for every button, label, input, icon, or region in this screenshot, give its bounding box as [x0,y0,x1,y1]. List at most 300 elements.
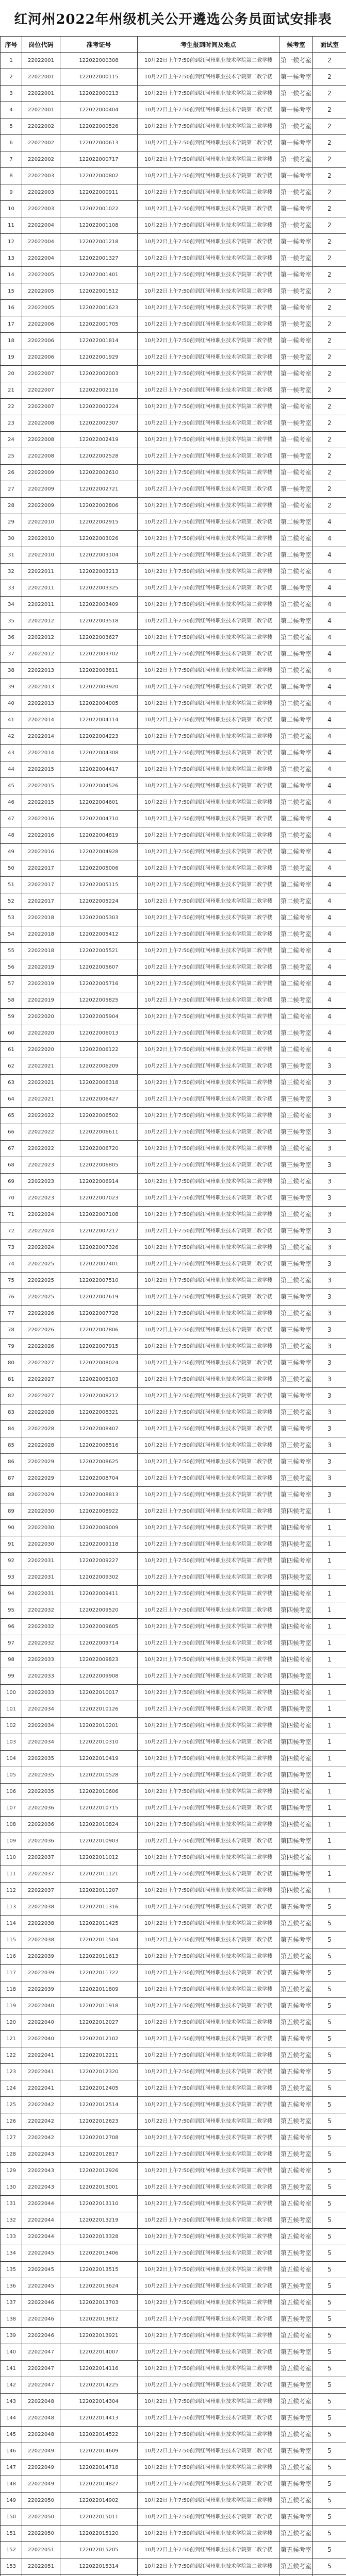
cell-seq: 105 [1,1767,22,1784]
table-row [1,184,346,201]
table-row [1,646,346,663]
cell-ticket-number: 122022002806 [60,498,138,514]
table-row [1,1470,346,1487]
cell-interview-room: 3 [313,1338,346,1355]
cell-report-time-place: 10月22日上午7:50前到红河州职业技术学院第二教学楼 [138,1602,279,1619]
cell-seq: 111 [1,1866,22,1883]
cell-ticket-number: 122022005607 [60,959,138,976]
cell-waiting-room: 第五候考室 [279,2245,313,2262]
cell-waiting-room: 第三候考室 [279,1124,313,1141]
cell-ticket-number: 122022006914 [60,1174,138,1190]
cell-waiting-room: 第一候考室 [279,382,313,399]
cell-report-time-place: 10月22日上午7:50前到红河州职业技术学院第二教学楼 [138,184,279,201]
cell-interview-room: 4 [313,860,346,877]
cell-waiting-room: 第二候考室 [279,811,313,827]
cell-waiting-room: 第三候考室 [279,1223,313,1240]
cell-ticket-number: 122022013219 [60,2212,138,2229]
cell-waiting-room: 第二候考室 [279,844,313,860]
cell-ticket-number: 122022003026 [60,531,138,547]
cell-ticket-number: 122022012027 [60,2014,138,2031]
cell-ticket-number: 122022004005 [60,696,138,712]
table-row [1,943,346,959]
cell-seq: 142 [1,2377,22,2394]
cell-waiting-room: 第四候考室 [279,1635,313,1652]
cell-ticket-number: 122022008922 [60,1503,138,1520]
cell-position-code: 22022037 [22,1883,60,1899]
cell-report-time-place: 10月22日上午7:50前到红河州职业技术学院第二教学楼 [138,1635,279,1652]
cell-interview-room: 2 [313,349,346,366]
cell-position-code: 22022006 [22,333,60,349]
cell-ticket-number: 122022011121 [60,1866,138,1883]
cell-report-time-place: 10月22日上午7:50前到红河州职业技术学院第二教学楼 [138,2212,279,2229]
cell-interview-room: 3 [313,1306,346,1322]
cell-position-code: 22022046 [22,2295,60,2311]
cell-report-time-place: 10月22日上午7:50前到红河州职业技术学院第二教学楼 [138,811,279,827]
cell-ticket-number: 122022010201 [60,1718,138,1734]
cell-ticket-number: 122022014827 [60,2476,138,2493]
cell-position-code: 22022005 [22,267,60,283]
table-row [1,1075,346,1091]
table-row [1,2361,346,2377]
cell-ticket-number: 122022000404 [60,102,138,118]
cell-seq: 58 [1,992,22,1009]
table-row [1,827,346,844]
cell-report-time-place: 10月22日上午7:50前到红河州职业技术学院第二教学楼 [138,118,279,135]
cell-interview-room: 2 [313,300,346,316]
cell-seq: 148 [1,2476,22,2493]
table-row [1,250,346,267]
cell-report-time-place: 10月22日上午7:50前到红河州职业技术学院第二教学楼 [138,613,279,630]
cell-report-time-place: 10月22日上午7:50前到红河州职业技术学院第二教学楼 [138,2509,279,2526]
cell-seq: 4 [1,102,22,118]
cell-interview-room: 4 [313,811,346,827]
cell-position-code: 22022007 [22,399,60,415]
cell-seq: 32 [1,564,22,580]
cell-interview-room: 3 [313,1421,346,1437]
cell-report-time-place: 10月22日上午7:50前到红河州职业技术学院第二教学楼 [138,2476,279,2493]
table-row [1,2146,346,2163]
cell-position-code: 22022025 [22,1289,60,1306]
table-row [1,53,346,69]
cell-ticket-number: 122022007401 [60,1256,138,1273]
cell-seq: 6 [1,135,22,151]
cell-ticket-number: 122022004819 [60,827,138,844]
cell-interview-room: 3 [313,1256,346,1273]
cell-position-code: 22022031 [22,1586,60,1602]
cell-report-time-place: 10月22日上午7:50前到红河州职业技术学院第二教学楼 [138,1998,279,2014]
cell-interview-room: 4 [313,679,346,696]
table-row [1,2278,346,2295]
cell-seq: 102 [1,1718,22,1734]
cell-waiting-room: 第五候考室 [279,1965,313,1981]
cell-position-code: 22022046 [22,2311,60,2328]
table-row [1,992,346,1009]
cell-interview-room: 1 [313,1586,346,1602]
table-row [1,597,346,613]
cell-seq: 15 [1,283,22,300]
cell-report-time-place: 10月22日上午7:50前到红河州职业技术学院第二教学楼 [138,1306,279,1322]
cell-seq: 104 [1,1751,22,1767]
table-row [1,1157,346,1174]
cell-position-code: 22022044 [22,2212,60,2229]
cell-position-code: 22022045 [22,2278,60,2295]
cell-waiting-room: 第四候考室 [279,1883,313,1899]
cell-seq: 97 [1,1635,22,1652]
cell-waiting-room: 第二候考室 [279,926,313,943]
cell-ticket-number: 122022002116 [60,382,138,399]
cell-position-code: 22022025 [22,1273,60,1289]
cell-position-code: 22022035 [22,1751,60,1767]
header-position-code: 岗位代码 [22,37,60,53]
cell-waiting-room: 第三候考室 [279,1289,313,1306]
table-row [1,959,346,976]
cell-seq: 85 [1,1437,22,1454]
cell-position-code: 22022039 [22,1981,60,1998]
cell-report-time-place: 10月22日上午7:50前到红河州职业技术学院第二教学楼 [138,1668,279,1685]
cell-waiting-room: 第一候考室 [279,53,313,69]
cell-position-code: 22022038 [22,1899,60,1916]
cell-seq: 84 [1,1421,22,1437]
cell-position-code: 22022018 [22,910,60,926]
cell-interview-room: 4 [313,531,346,547]
table-row [1,1883,346,1899]
cell-seq: 130 [1,2179,22,2196]
cell-position-code: 22022018 [22,943,60,959]
cell-position-code: 22022012 [22,646,60,663]
table-header-row [1,37,346,53]
cell-seq: 121 [1,2031,22,2047]
cell-report-time-place: 10月22日上午7:50前到红河州职业技术学院第二教学楼 [138,1108,279,1124]
cell-ticket-number: 122022015205 [60,2542,138,2558]
cell-seq: 151 [1,2526,22,2542]
table-row [1,630,346,646]
cell-report-time-place: 10月22日上午7:50前到红河州职业技术学院第二教学楼 [138,728,279,745]
cell-position-code: 22022029 [22,1487,60,1503]
table-row [1,465,346,481]
cell-seq: 17 [1,316,22,333]
cell-waiting-room: 第三候考室 [279,1421,313,1437]
cell-position-code: 22022015 [22,761,60,778]
table-row [1,1734,346,1751]
cell-seq: 51 [1,877,22,893]
cell-ticket-number: 122022011809 [60,1981,138,1998]
cell-report-time-place: 10月22日上午7:50前到红河州职业技术学院第二教学楼 [138,531,279,547]
cell-ticket-number: 122022003811 [60,663,138,679]
cell-position-code: 22022037 [22,1866,60,1883]
cell-seq: 41 [1,712,22,728]
cell-position-code: 22022027 [22,1388,60,1404]
cell-waiting-room: 第五候考室 [279,2460,313,2476]
cell-waiting-room: 第五候考室 [279,2163,313,2179]
cell-seq: 120 [1,2014,22,2031]
cell-seq: 52 [1,893,22,910]
cell-waiting-room: 第一候考室 [279,465,313,481]
cell-position-code: 22022035 [22,1767,60,1784]
cell-report-time-place: 10月22日上午7:50前到红河州职业技术学院第二教学楼 [138,2064,279,2080]
cell-waiting-room: 第五候考室 [279,2080,313,2097]
cell-ticket-number: 122022004308 [60,745,138,761]
cell-waiting-room: 第二候考室 [279,976,313,992]
cell-seq: 119 [1,1998,22,2014]
table-row [1,811,346,827]
cell-position-code: 22022010 [22,547,60,564]
cell-ticket-number: 122022008024 [60,1355,138,1371]
cell-seq: 76 [1,1289,22,1306]
cell-report-time-place: 10月22日上午7:50前到红河州职业技术学院第二教学楼 [138,976,279,992]
table-row [1,1800,346,1817]
cell-ticket-number: 122022004417 [60,761,138,778]
cell-position-code: 22022013 [22,663,60,679]
table-row [1,366,346,382]
cell-position-code: 22022045 [22,2262,60,2278]
cell-interview-room: 1 [313,1553,346,1569]
cell-seq: 25 [1,448,22,465]
table-row [1,1784,346,1800]
cell-interview-room: 1 [313,1800,346,1817]
cell-interview-room: 1 [313,1751,346,1767]
cell-seq: 107 [1,1800,22,1817]
cell-interview-room: 2 [313,168,346,184]
cell-ticket-number: 122022009823 [60,1652,138,1668]
table-row [1,234,346,250]
cell-report-time-place: 10月22日上午7:50前到红河州职业技术学院第二教学楼 [138,1355,279,1371]
cell-waiting-room: 第二候考室 [279,860,313,877]
cell-ticket-number: 122022009009 [60,1520,138,1536]
cell-waiting-room: 第二候考室 [279,745,313,761]
table-row [1,2460,346,2476]
header-waiting-room: 候考室 [279,37,313,53]
cell-position-code: 22022020 [22,1025,60,1042]
cell-waiting-room: 第一候考室 [279,498,313,514]
cell-ticket-number: 122022004114 [60,712,138,728]
cell-ticket-number: 122022005224 [60,893,138,910]
cell-report-time-place: 10月22日上午7:50前到红河州职业技术学院第二教学楼 [138,1817,279,1833]
cell-seq: 74 [1,1256,22,1273]
cell-interview-room: 5 [313,2262,346,2278]
cell-waiting-room: 第四候考室 [279,1652,313,1668]
cell-seq: 106 [1,1784,22,1800]
cell-waiting-room: 第一候考室 [279,184,313,201]
cell-waiting-room: 第二候考室 [279,712,313,728]
cell-position-code: 22022016 [22,811,60,827]
cell-position-code: 22022043 [22,2179,60,2196]
cell-interview-room: 4 [313,844,346,860]
cell-ticket-number: 122022010310 [60,1734,138,1751]
table-row [1,1454,346,1470]
cell-interview-room: 2 [313,69,346,86]
cell-ticket-number: 122022015120 [60,2526,138,2542]
cell-report-time-place: 10月22日上午7:50前到红河州职业技术学院第二教学楼 [138,564,279,580]
cell-waiting-room: 第四候考室 [279,1734,313,1751]
cell-waiting-room: 第五候考室 [279,1916,313,1932]
cell-waiting-room: 第五候考室 [279,2493,313,2509]
interview-schedule-table [0,36,346,2576]
table-row [1,1190,346,1207]
cell-report-time-place: 10月22日上午7:50前到红河州职业技术学院第二教学楼 [138,1751,279,1767]
table-row [1,2212,346,2229]
table-row [1,1850,346,1866]
cell-seq: 42 [1,728,22,745]
cell-ticket-number: 122022011918 [60,1998,138,2014]
cell-waiting-room: 第五候考室 [279,2097,313,2113]
cell-interview-room: 5 [313,2394,346,2410]
cell-seq: 59 [1,1009,22,1025]
cell-report-time-place: 10月22日上午7:50前到红河州职业技术学院第二教学楼 [138,2394,279,2410]
cell-seq: 26 [1,465,22,481]
cell-report-time-place: 10月22日上午7:50前到红河州职业技术学院第二教学楼 [138,102,279,118]
cell-ticket-number: 122022008516 [60,1437,138,1454]
cell-interview-room: 4 [313,630,346,646]
cell-ticket-number: 122022009908 [60,1668,138,1685]
cell-interview-room: 1 [313,1767,346,1784]
cell-report-time-place: 10月22日上午7:50前到红河州职业技术学院第二教学楼 [138,1388,279,1404]
cell-report-time-place: 10月22日上午7:50前到红河州职业技术学院第二教学楼 [138,1141,279,1157]
cell-seq: 145 [1,2427,22,2443]
table-row [1,1273,346,1289]
cell-interview-room: 3 [313,1058,346,1075]
table-row [1,613,346,630]
cell-position-code: 22022032 [22,1619,60,1635]
cell-interview-room: 5 [313,2493,346,2509]
table-row [1,1371,346,1388]
cell-interview-room: 4 [313,794,346,811]
cell-ticket-number: 122022010419 [60,1751,138,1767]
cell-ticket-number: 122022003702 [60,646,138,663]
cell-waiting-room: 第四候考室 [279,1833,313,1850]
cell-report-time-place: 10月22日上午7:50前到红河州职业技术学院第二教学楼 [138,2542,279,2558]
cell-report-time-place: 10月22日上午7:50前到红河州职业技术学院第二教学楼 [138,1866,279,1883]
table-row [1,1108,346,1124]
table-row [1,2064,346,2080]
cell-interview-room: 5 [313,2196,346,2212]
cell-interview-room: 5 [313,2113,346,2130]
cell-ticket-number: 122022014304 [60,2394,138,2410]
cell-interview-room: 5 [313,2097,346,2113]
cell-interview-room: 4 [313,926,346,943]
cell-interview-room: 1 [313,1833,346,1850]
table-row [1,1602,346,1619]
cell-seq: 38 [1,663,22,679]
cell-waiting-room: 第一候考室 [279,86,313,102]
cell-report-time-place: 10月22日上午7:50前到红河州职业技术学院第二教学楼 [138,745,279,761]
cell-interview-room: 1 [313,1701,346,1718]
cell-ticket-number: 122022010017 [60,1685,138,1701]
cell-report-time-place: 10月22日上午7:50前到红河州职业技术学院第二教学楼 [138,2361,279,2377]
cell-seq: 136 [1,2278,22,2295]
cell-seq: 8 [1,168,22,184]
cell-seq: 86 [1,1454,22,1470]
cell-report-time-place: 10月22日上午7:50前到红河州职业技术学院第二教学楼 [138,1619,279,1635]
cell-report-time-place: 10月22日上午7:50前到红河州职业技术学院第二教学楼 [138,168,279,184]
cell-report-time-place: 10月22日上午7:50前到红河州职业技术学院第二教学楼 [138,1932,279,1948]
cell-waiting-room: 第五候考室 [279,2295,313,2311]
cell-waiting-room: 第五候考室 [279,2179,313,2196]
cell-report-time-place: 10月22日上午7:50前到红河州职业技术学院第二教学楼 [138,86,279,102]
cell-interview-room: 3 [313,1322,346,1338]
cell-ticket-number: 122022013328 [60,2229,138,2245]
table-row [1,2410,346,2427]
cell-interview-room: 4 [313,1009,346,1025]
cell-seq: 150 [1,2509,22,2526]
cell-seq: 82 [1,1388,22,1404]
cell-ticket-number: 122022004601 [60,794,138,811]
cell-waiting-room: 第三候考室 [279,1157,313,1174]
cell-seq: 112 [1,1883,22,1899]
cell-waiting-room: 第五候考室 [279,2212,313,2229]
cell-report-time-place: 10月22日上午7:50前到红河州职业技术学院第二教学楼 [138,696,279,712]
cell-position-code: 22022042 [22,2113,60,2130]
cell-ticket-number: 122022006318 [60,1075,138,1091]
cell-seq: 94 [1,1586,22,1602]
cell-report-time-place: 10月22日上午7:50前到红河州职业技术学院第二教学楼 [138,1437,279,1454]
cell-seq: 139 [1,2328,22,2344]
cell-waiting-room: 第五候考室 [279,1981,313,1998]
cell-report-time-place: 10月22日上午7:50前到红河州职业技术学院第二教学楼 [138,959,279,976]
cell-ticket-number: 122022012817 [60,2146,138,2163]
cell-ticket-number: 122022000115 [60,69,138,86]
cell-ticket-number: 122022012623 [60,2113,138,2130]
cell-position-code: 22022034 [22,1701,60,1718]
table-row [1,1437,346,1454]
cell-report-time-place: 10月22日上午7:50前到红河州职业技术学院第二教学楼 [138,580,279,597]
cell-waiting-room: 第一候考室 [279,448,313,465]
table-row [1,1866,346,1883]
cell-interview-room: 1 [313,1850,346,1866]
cell-waiting-room: 第三候考室 [279,1058,313,1075]
cell-interview-room: 3 [313,1371,346,1388]
cell-waiting-room: 第四候考室 [279,1800,313,1817]
cell-interview-room: 5 [313,2377,346,2394]
table-row [1,877,346,893]
cell-waiting-room: 第二候考室 [279,992,313,1009]
cell-report-time-place: 10月22日上午7:50前到红河州职业技术学院第二教学楼 [138,366,279,382]
table-row [1,86,346,102]
cell-waiting-room: 第五候考室 [279,2377,313,2394]
cell-ticket-number: 122022013110 [60,2196,138,2212]
cell-position-code: 22022036 [22,1800,60,1817]
cell-ticket-number: 122022002721 [60,481,138,498]
cell-seq: 48 [1,827,22,844]
cell-ticket-number: 122022014902 [60,2493,138,2509]
cell-waiting-room: 第二候考室 [279,547,313,564]
cell-report-time-place: 10月22日上午7:50前到红河州职业技术学院第二教学楼 [138,2344,279,2361]
cell-position-code: 22022017 [22,893,60,910]
cell-report-time-place: 10月22日上午7:50前到红河州职业技术学院第二教学楼 [138,1207,279,1223]
table-row [1,893,346,910]
cell-position-code: 22022026 [22,1306,60,1322]
cell-report-time-place: 10月22日上午7:50前到红河州职业技术学院第二教学楼 [138,679,279,696]
cell-seq: 73 [1,1240,22,1256]
table-row [1,2130,346,2146]
cell-seq: 60 [1,1025,22,1042]
cell-ticket-number: 122022002419 [60,432,138,448]
cell-position-code: 22022033 [22,1652,60,1668]
cell-interview-room: 2 [313,118,346,135]
cell-ticket-number: 122022011504 [60,1932,138,1948]
cell-waiting-room: 第三候考室 [279,1256,313,1273]
table-row [1,778,346,794]
cell-report-time-place: 10月22日上午7:50前到红河州职业技术学院第二教学楼 [138,778,279,794]
cell-position-code: 22022036 [22,1833,60,1850]
cell-waiting-room: 第四候考室 [279,1784,313,1800]
cell-position-code: 22022040 [22,1998,60,2014]
cell-waiting-room: 第五候考室 [279,2476,313,2493]
cell-position-code: 22022029 [22,1470,60,1487]
cell-report-time-place: 10月22日上午7:50前到红河州职业技术学院第二教学楼 [138,2097,279,2113]
cell-seq: 2 [1,69,22,86]
cell-report-time-place: 10月22日上午7:50前到红河州职业技术学院第二教学楼 [138,316,279,333]
cell-position-code: 22022028 [22,1421,60,1437]
